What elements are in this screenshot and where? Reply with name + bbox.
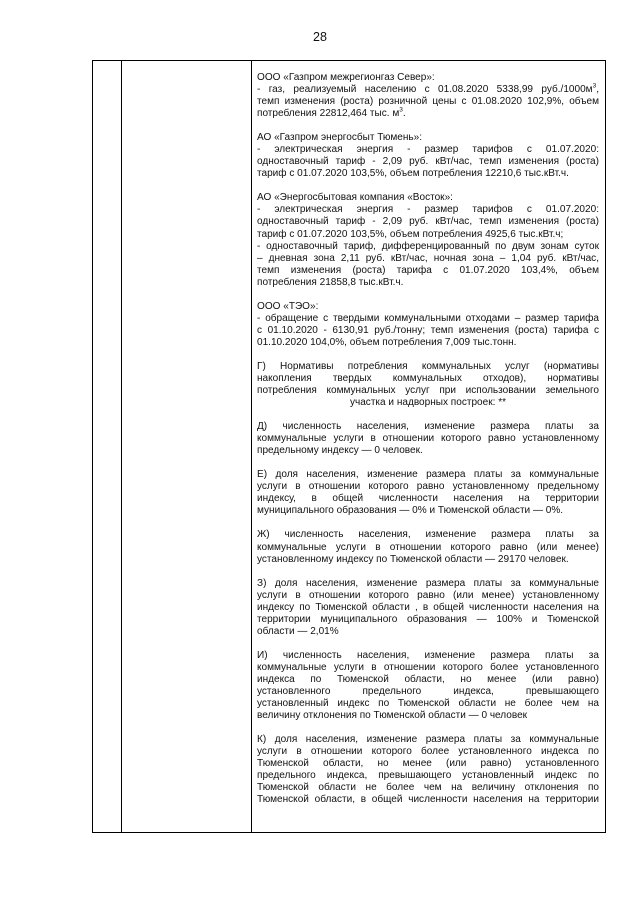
paragraph-line: АО «Газпром энергосбыт Тюмень»: (257, 132, 422, 144)
paragraph-teo (257, 301, 599, 349)
paragraph-line: ООО «Газпром межрегионгаз Север»: (257, 72, 435, 83)
paragraph-line: Тюменской области, в общей численности населения на территории (257, 794, 599, 806)
paragraph-line: одноставочный тариф - 2,09 руб. кВт/час, темп изменения (роста) (257, 216, 599, 228)
paragraph-e-share (257, 469, 599, 517)
paragraph-line: потребления 22812,464 тыс. $м^3$. (257, 106, 406, 120)
paragraph-line: индексу по Тюменской области , в общей численности населения на (257, 601, 599, 613)
paragraph-line: предельному индексу — 0 человек. (257, 445, 423, 457)
paragraph-line: Д) численность населения, изменение размера платы за (257, 421, 599, 433)
paragraph-line: услуги в отношении которого равно (или менее) установленному (257, 589, 599, 601)
superscript: 3 (592, 82, 597, 90)
paragraph-line: - электрическая энергия - размер тарифов с 01.07.2020: (257, 204, 599, 216)
paragraph-line: предельного индекса, превышающего установленный индекс по (257, 770, 599, 782)
paragraph-line: темп изменения (роста) тарифа с 01.07.2020 103,4%, объем (257, 264, 599, 276)
paragraph-line: услуги в отношении которого равно установленному предельному (257, 481, 599, 493)
paragraph-line: - одноставочный тариф, дифференцированный по двум зонам суток (257, 240, 599, 252)
paragraph-line: муниципального образования — 0% и Тюменской области — 0%. (257, 505, 564, 517)
paragraph-line: тариф с 01.07.2020 103,5%, объем потребления 4925,6 тыс.кВт.ч; (257, 228, 564, 240)
paragraph-line: - обращение с твердыми коммунальными отходами – размер тарифа (257, 312, 599, 324)
paragraph-line: тариф с 01.07.2020 103,5%, объем потребления 12210,6 тыс.кВт.ч. (257, 168, 569, 180)
paragraph-line: индекса по Тюменской области, но менее (или равно) (257, 673, 599, 685)
paragraph-line: Тюменской области не более чем на величину отклонения по (257, 782, 599, 794)
paragraph-line: установленный индекс по Тюменской области не более чем на (257, 698, 599, 710)
paragraph-line: накопления твердых коммунальных отходов), нормативы (257, 372, 599, 384)
paragraph-line: участка и надворных построек: ** (349, 397, 507, 409)
paragraph-line: коммунальные услуги в отношении которого более установленного (257, 661, 599, 673)
paragraph-line: с 01.10.2020 - 6130,91 руб./тонну; темп изменения (роста) тарифа с (257, 324, 599, 336)
paragraph-line: ООО «ТЭО»: (257, 300, 319, 312)
paragraph-line: потребления коммунальных услуг при использовании земельного (257, 385, 599, 397)
paragraph-line: потребления 21858,8 тыс.кВт.ч. (257, 276, 404, 288)
page-number: 28 (313, 30, 327, 44)
paragraph-gazprom-mezhregiongaz (257, 72, 599, 120)
paragraph-line: АО «Энергосбытовая компания «Восток»: (257, 192, 453, 204)
paragraph-line: индексу, в общей численности населения на территории (257, 493, 599, 505)
paragraph-line: коммунальные услуги в отношении которого равно (или менее) (257, 541, 599, 553)
paragraph-line: установленного предельного индекса, превышающего (257, 685, 599, 697)
paragraph-line: одноставочный тариф - 2,09 руб. кВт/час, темп изменения (роста) (257, 156, 599, 168)
paragraph-energosbyt-tyumen (257, 132, 599, 180)
paragraph-line: Ж) численность населения, изменение размера платы за (257, 529, 599, 541)
paragraph-zh-population (257, 529, 599, 565)
paragraph-line: З) доля населения, изменение размера платы за коммунальные (257, 577, 599, 589)
paragraph-line: коммунальные услуги в отношении которого равно установленному (257, 433, 599, 445)
table-cell-content (257, 72, 599, 818)
paragraph-line: Е) доля населения, изменение размера платы за коммунальные (257, 469, 599, 481)
paragraph-line: Г) Нормативы потребления коммунальных услуг (нормативы (257, 360, 599, 372)
paragraph-i-population (257, 650, 599, 722)
paragraph-line: темп изменения (роста) розничной цены с 01.08.2020 102,9%, объем (257, 96, 599, 108)
paragraph-line: - газ, реализуемый населению с 01.08.2020 5338,99 $руб./1000м^3$, (257, 82, 599, 96)
paragraph-vostok (257, 192, 599, 288)
table-column-divider-2 (251, 61, 252, 832)
paragraph-line: области — 2,01% (257, 625, 339, 637)
document-table (92, 60, 606, 833)
paragraph-line: 01.10.2020 104,0%, объем потребления 7,009 тыс.тонн. (257, 336, 517, 348)
paragraph-g-norms (257, 361, 599, 409)
paragraph-d-population (257, 421, 599, 457)
paragraph-z-share (257, 578, 599, 638)
paragraph-line: – дневная зона 2,11 руб. кВт/час, ночная зона – 1,04 руб. кВт/час, (257, 252, 599, 264)
paragraph-line: величину отклонения по Тюменской области — 0 человек (257, 710, 528, 722)
table-column-divider-1 (121, 61, 122, 832)
paragraph-k-share (257, 734, 599, 806)
paragraph-line: Тюменской области, но менее (или равно) установленного (257, 758, 599, 770)
paragraph-line: - электрическая энергия - размер тарифов с 01.07.2020: (257, 144, 599, 156)
paragraph-line: установленному индексу по Тюменской области — 29170 человек. (257, 553, 569, 565)
superscript: 3 (399, 106, 403, 114)
paragraph-line: территории муниципального образования — 100% и Тюменской (257, 613, 599, 625)
paragraph-line: И) численность населения, изменение размера платы за (257, 649, 599, 661)
paragraph-line: К) доля населения, изменение размера платы за коммунальные (257, 734, 599, 746)
paragraph-line: услуги в отношении которого более установленного индекса по (257, 746, 599, 758)
